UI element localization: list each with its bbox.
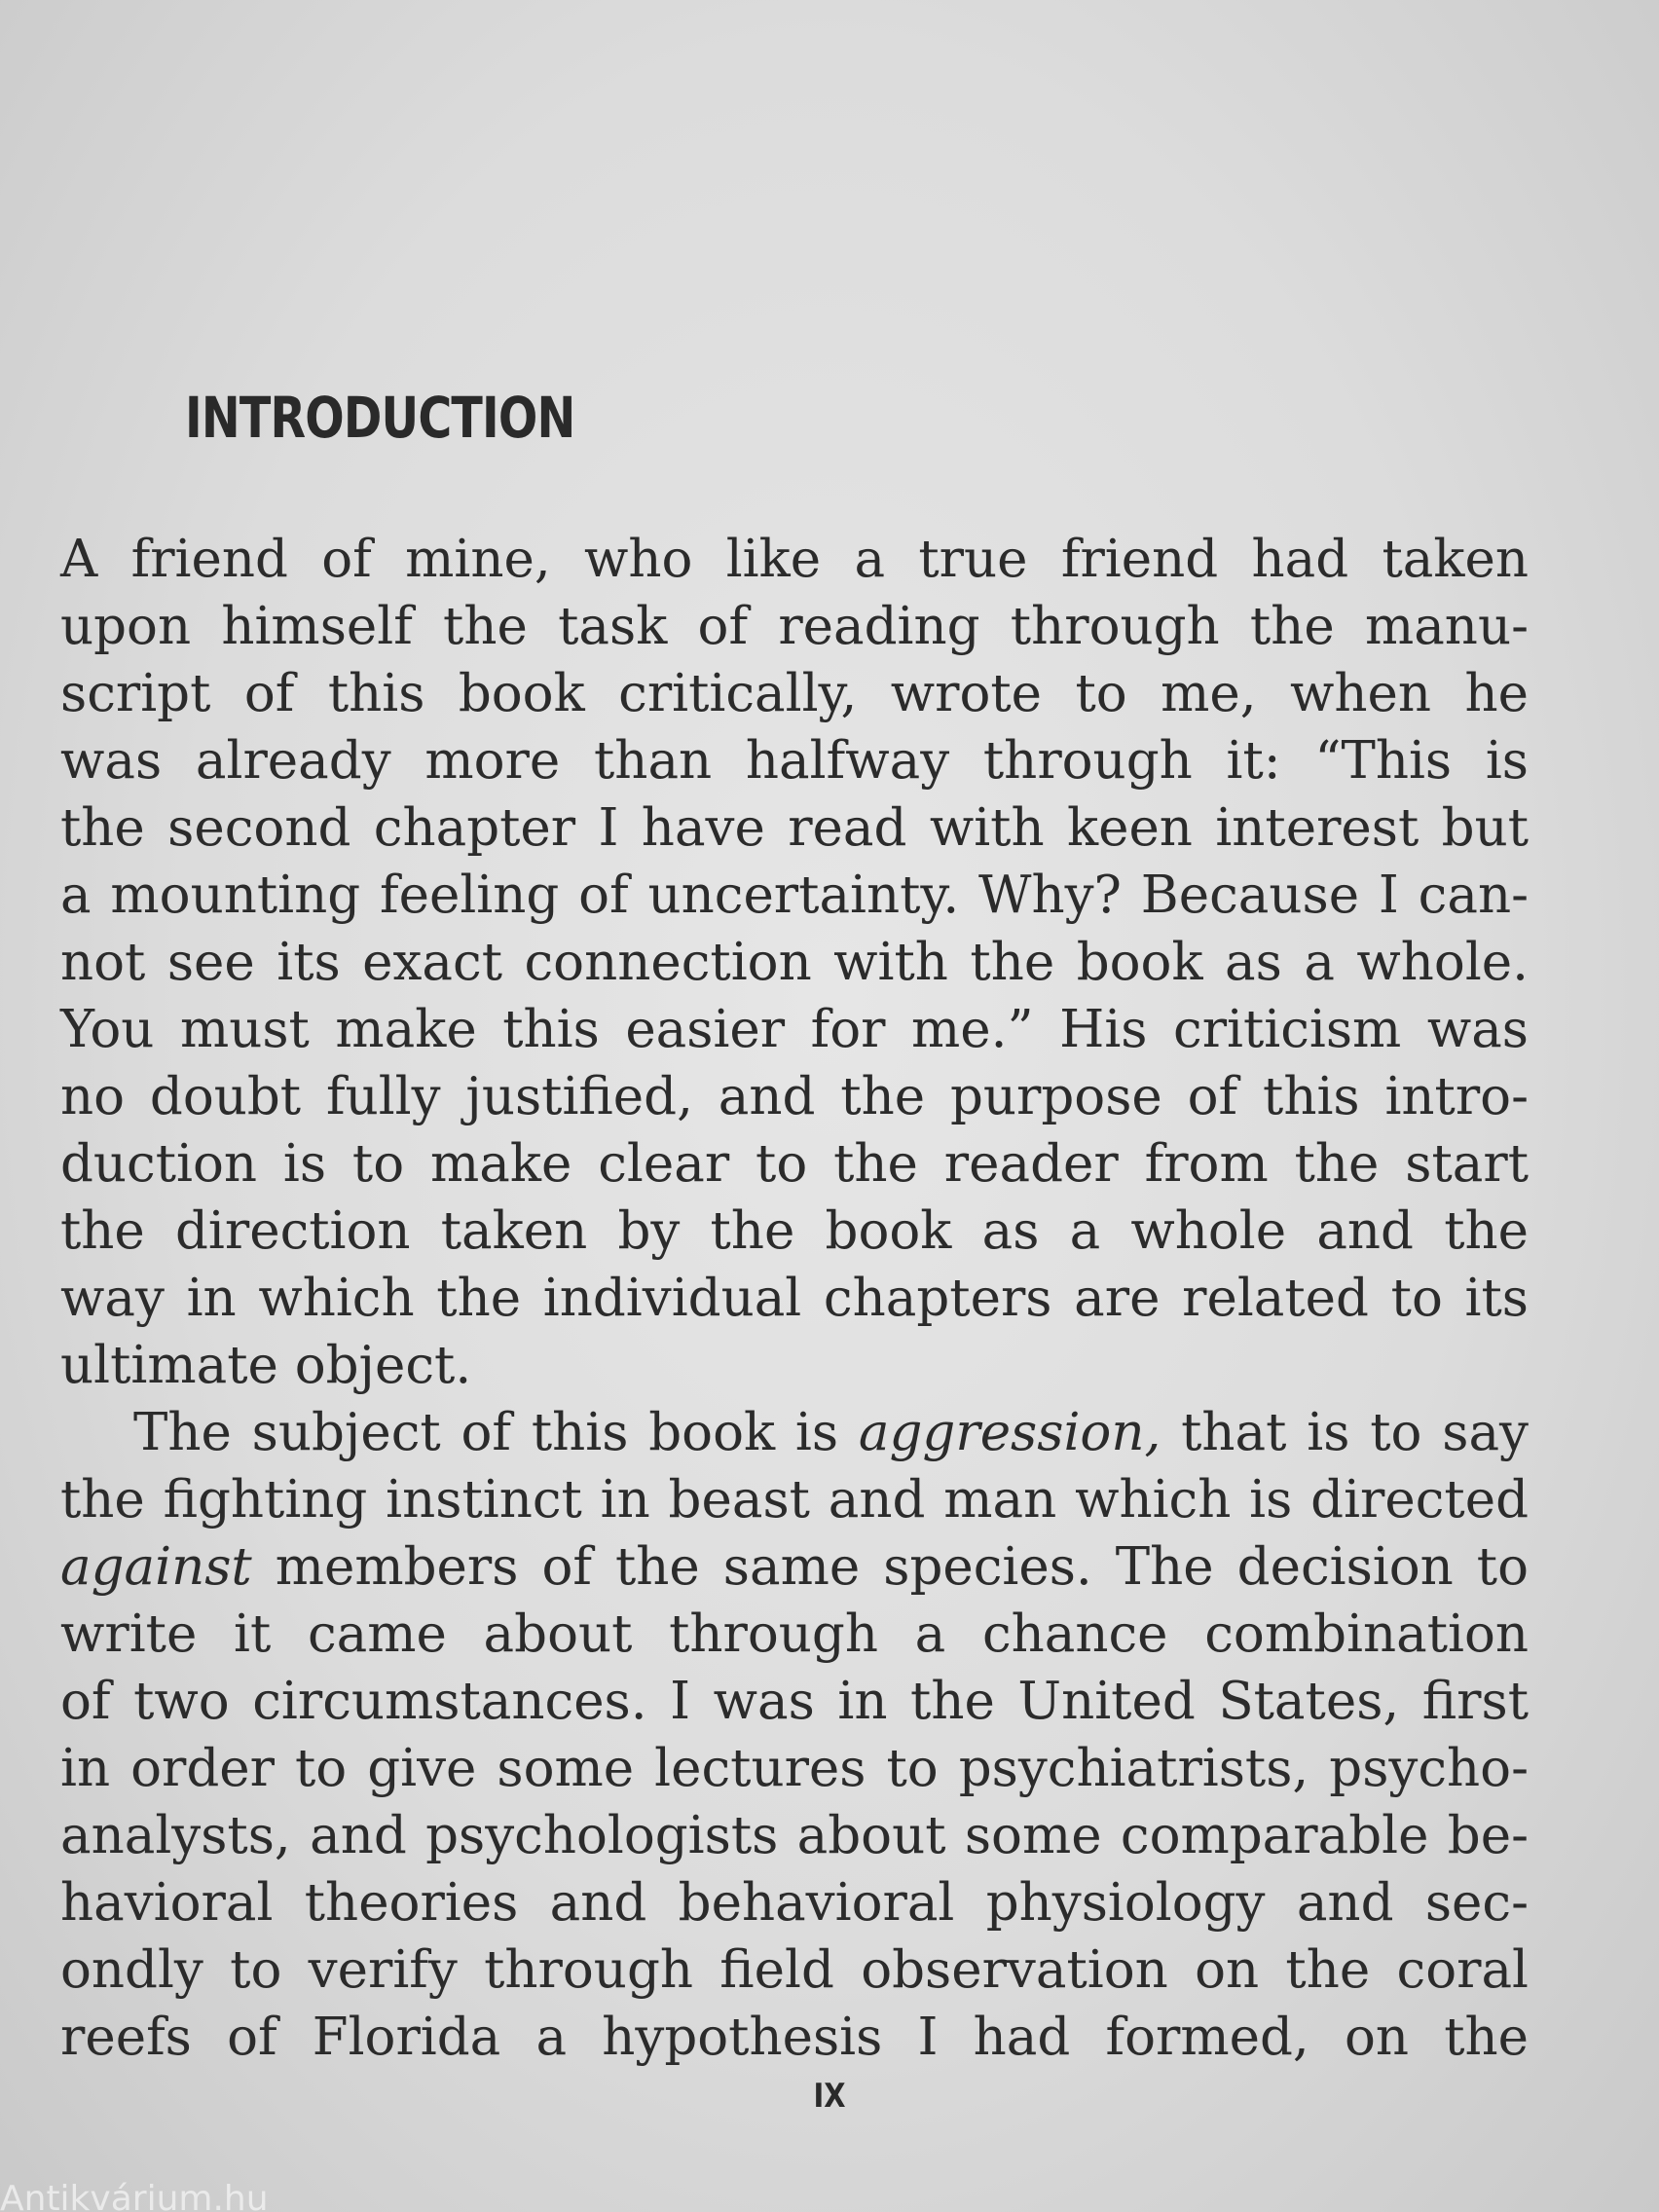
text-line: way in which the individual chapters are related to its [60,1269,1529,1328]
page-number: IX [813,2077,846,2116]
text-line: in order to give some lectures to psychiatrists, psycho- [60,1739,1529,1798]
text-line: duction is to make clear to the reader from the start [60,1134,1529,1194]
text-line: analysts, and psychologists about some comparable be- [60,1806,1529,1865]
text-line: write it came about through a chance combination [60,1604,1529,1664]
text-line: of two circumstances. I was in the United States, first [60,1672,1529,1731]
text-run: members of the same species. The decision to [251,1537,1529,1597]
text-line: ondly to verify through field observation on the coral [60,1940,1529,2000]
text-line: havioral theories and behavioral physiology and sec- [60,1873,1529,1933]
text-line: not see its exact connection with the book as a whole. [60,933,1529,992]
text-line: You must make this easier for me.” His criticism was [60,1000,1529,1059]
text-line [60,1533,1529,1601]
text-line: ultimate object. [60,1336,472,1395]
text-run: The subject of this book is [133,1403,859,1462]
text-line: the second chapter I have read with keen interest but [60,798,1529,858]
text-line: was already more than halfway through it: “This is [60,731,1529,791]
text-line: the fighting instinct in beast and man which is directed [60,1470,1529,1530]
text-line: no doubt fully justified, and the purpose of this intro- [60,1067,1529,1126]
text-line: script of this book critically, wrote to me, when he [60,664,1529,723]
text-line: the direction taken by the book as a whole and the [60,1201,1529,1261]
watermark: Antikvárium.hu [0,2179,269,2212]
italic-term: against [60,1537,252,1597]
italic-term: aggression, [858,1403,1161,1462]
text-line: a mounting feeling of uncertainty. Why? Because I can- [60,866,1529,925]
text-line: upon himself the task of reading through the manu- [60,597,1529,656]
text-line: reefs of Florida a hypothesis I had formed, on the [60,2008,1529,2067]
text-run: that is to say [1161,1403,1529,1462]
chapter-heading: INTRODUCTION [185,385,575,451]
text-line [60,1399,1529,1466]
body-text [60,526,1529,2071]
text-line: A friend of mine, who like a true friend had taken [60,530,1529,589]
